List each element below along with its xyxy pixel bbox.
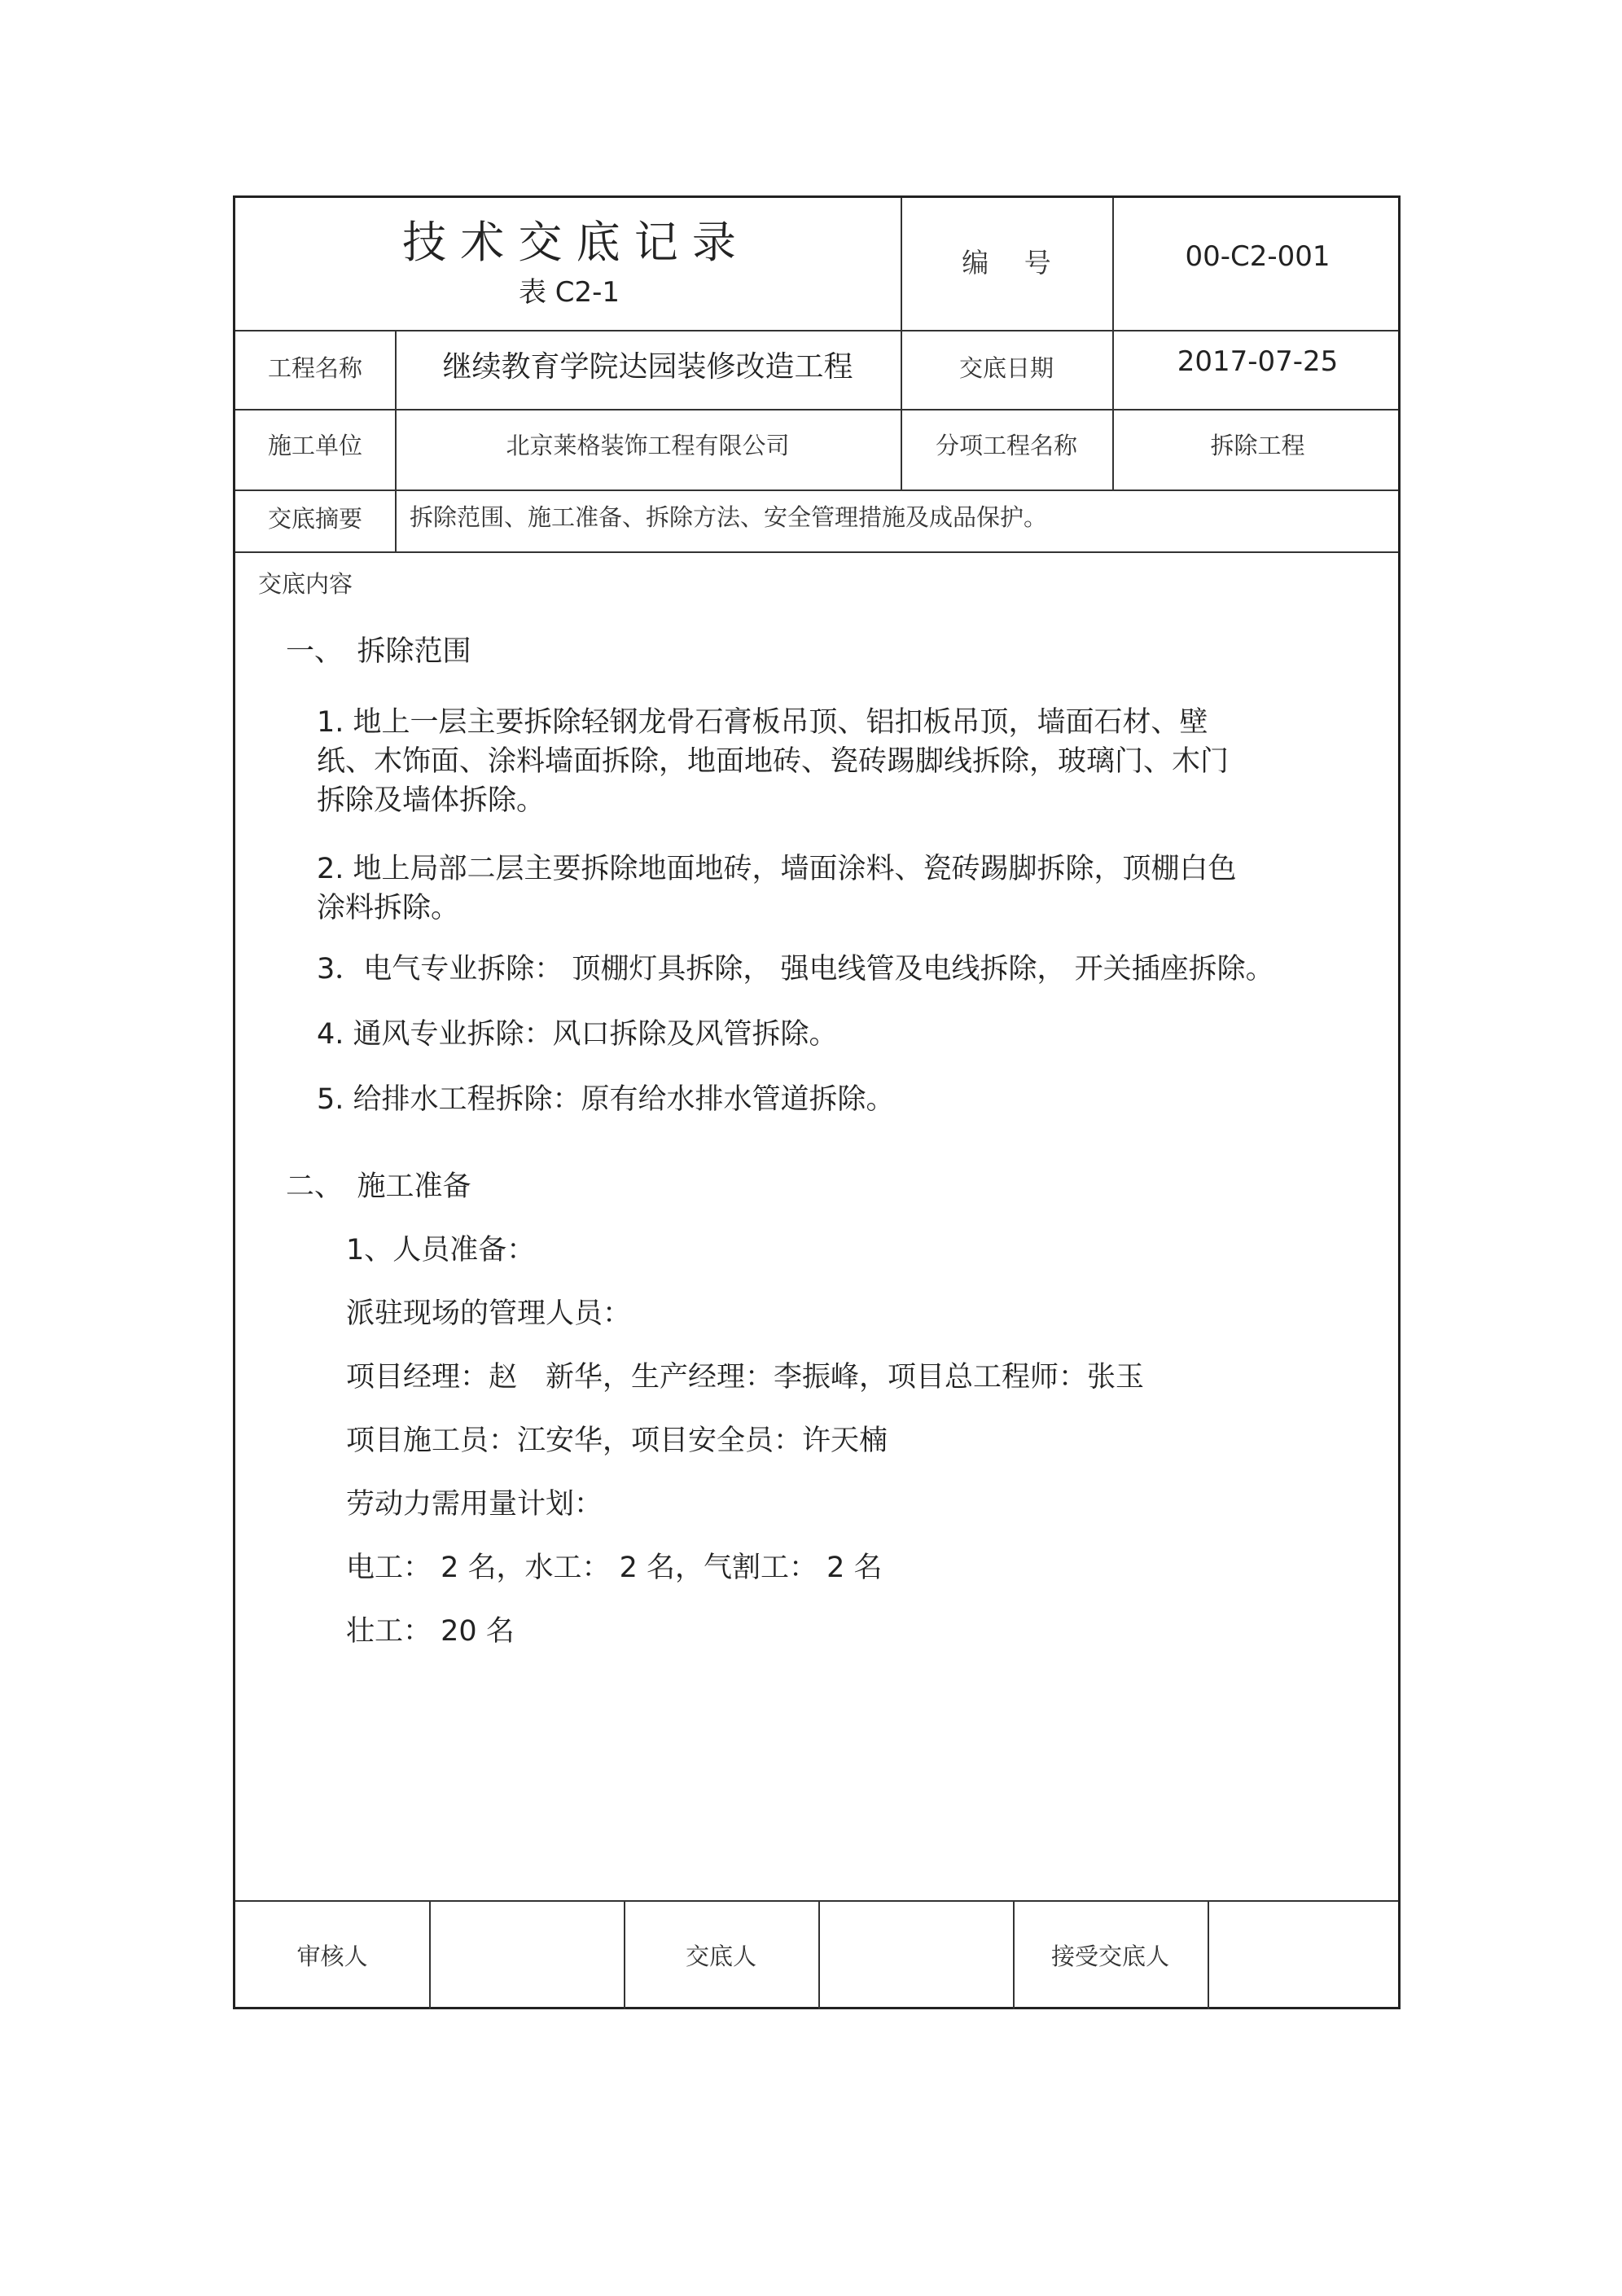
- prep-item-6: 电工： 2 名，水工： 2 名，气割工： 2 名: [346, 1552, 883, 1584]
- summary-label: 交底摘要: [267, 505, 362, 533]
- row-divider: [235, 409, 1398, 410]
- receiver-label: 接受交底人: [1050, 1943, 1169, 1970]
- col-divider: [429, 1900, 431, 2009]
- scope-item-3: 3．电气专业拆除： 顶棚灯具拆除， 强电线管及电线拆除， 开关插座拆除。: [317, 953, 1274, 986]
- scope-item-1: 1. 地上一层主要拆除轻钢龙骨石膏板吊顶、铝扣板吊顶，墙面石材、壁纸、木饰面、涂料墙面拆除，地面地砖、瓷砖踢脚线拆除，玻璃门、木门拆除及墙体拆除。: [317, 706, 1230, 817]
- row-divider: [235, 551, 1398, 553]
- content-label: 交底内容: [258, 570, 353, 598]
- technical-disclosure-form: [233, 195, 1401, 2009]
- row-divider: [235, 330, 1398, 331]
- form-title: 技 术 交 底 记 录: [402, 217, 736, 268]
- scope-item-5: 5. 给排水工程拆除：原有给水排水管道拆除。: [317, 1083, 895, 1116]
- prep-item-4: 项目施工员：江安华，项目安全员：许天楠: [346, 1425, 888, 1457]
- project-name-value: 继续教育学院达园装修改造工程: [442, 350, 853, 384]
- prep-item-5: 劳动力需用量计划：: [346, 1488, 603, 1521]
- discloser-label: 交底人: [685, 1943, 756, 1970]
- contractor-label: 施工单位: [267, 432, 362, 459]
- summary-value: 拆除范围、施工准备、拆除方法、安全管理措施及成品保护。: [410, 503, 1048, 531]
- col-divider: [818, 1900, 820, 2009]
- subproject-value: 拆除工程: [1210, 432, 1305, 459]
- form-code: 表 C2-1: [518, 276, 620, 309]
- scope-item-4: 4. 通风专业拆除：风口拆除及风管拆除。: [317, 1018, 838, 1051]
- row-divider: [235, 489, 1398, 491]
- prep-item-2: 派驻现场的管理人员：: [346, 1297, 632, 1330]
- prep-item-3: 项目经理：赵 新华，生产经理：李振峰，项目总工程师：张玉: [346, 1361, 1145, 1394]
- project-name-label: 工程名称: [267, 354, 362, 382]
- number-label: 编 号: [962, 247, 1051, 279]
- section-2-title: 二、 施工准备: [286, 1170, 471, 1203]
- number-value: 00-C2-001: [1185, 240, 1330, 273]
- contractor-value: 北京莱格装饰工程有限公司: [506, 432, 790, 459]
- prep-item-7: 壮工： 20 名: [346, 1615, 515, 1648]
- section-1-title: 一、 拆除范围: [286, 635, 471, 668]
- reviewer-label: 审核人: [296, 1943, 368, 1970]
- row-divider: [235, 1900, 1398, 1902]
- prep-item-1: 1、人员准备：: [346, 1234, 536, 1267]
- subproject-label: 分项工程名称: [935, 432, 1077, 459]
- scope-item-2: 2. 地上局部二层主要拆除地面地砖，墙面涂料、瓷砖踢脚拆除，顶棚白色涂料拆除。: [317, 853, 1237, 924]
- col-divider: [1208, 1900, 1209, 2009]
- date-label: 交底日期: [958, 354, 1054, 382]
- date-value: 2017-07-25: [1177, 345, 1339, 378]
